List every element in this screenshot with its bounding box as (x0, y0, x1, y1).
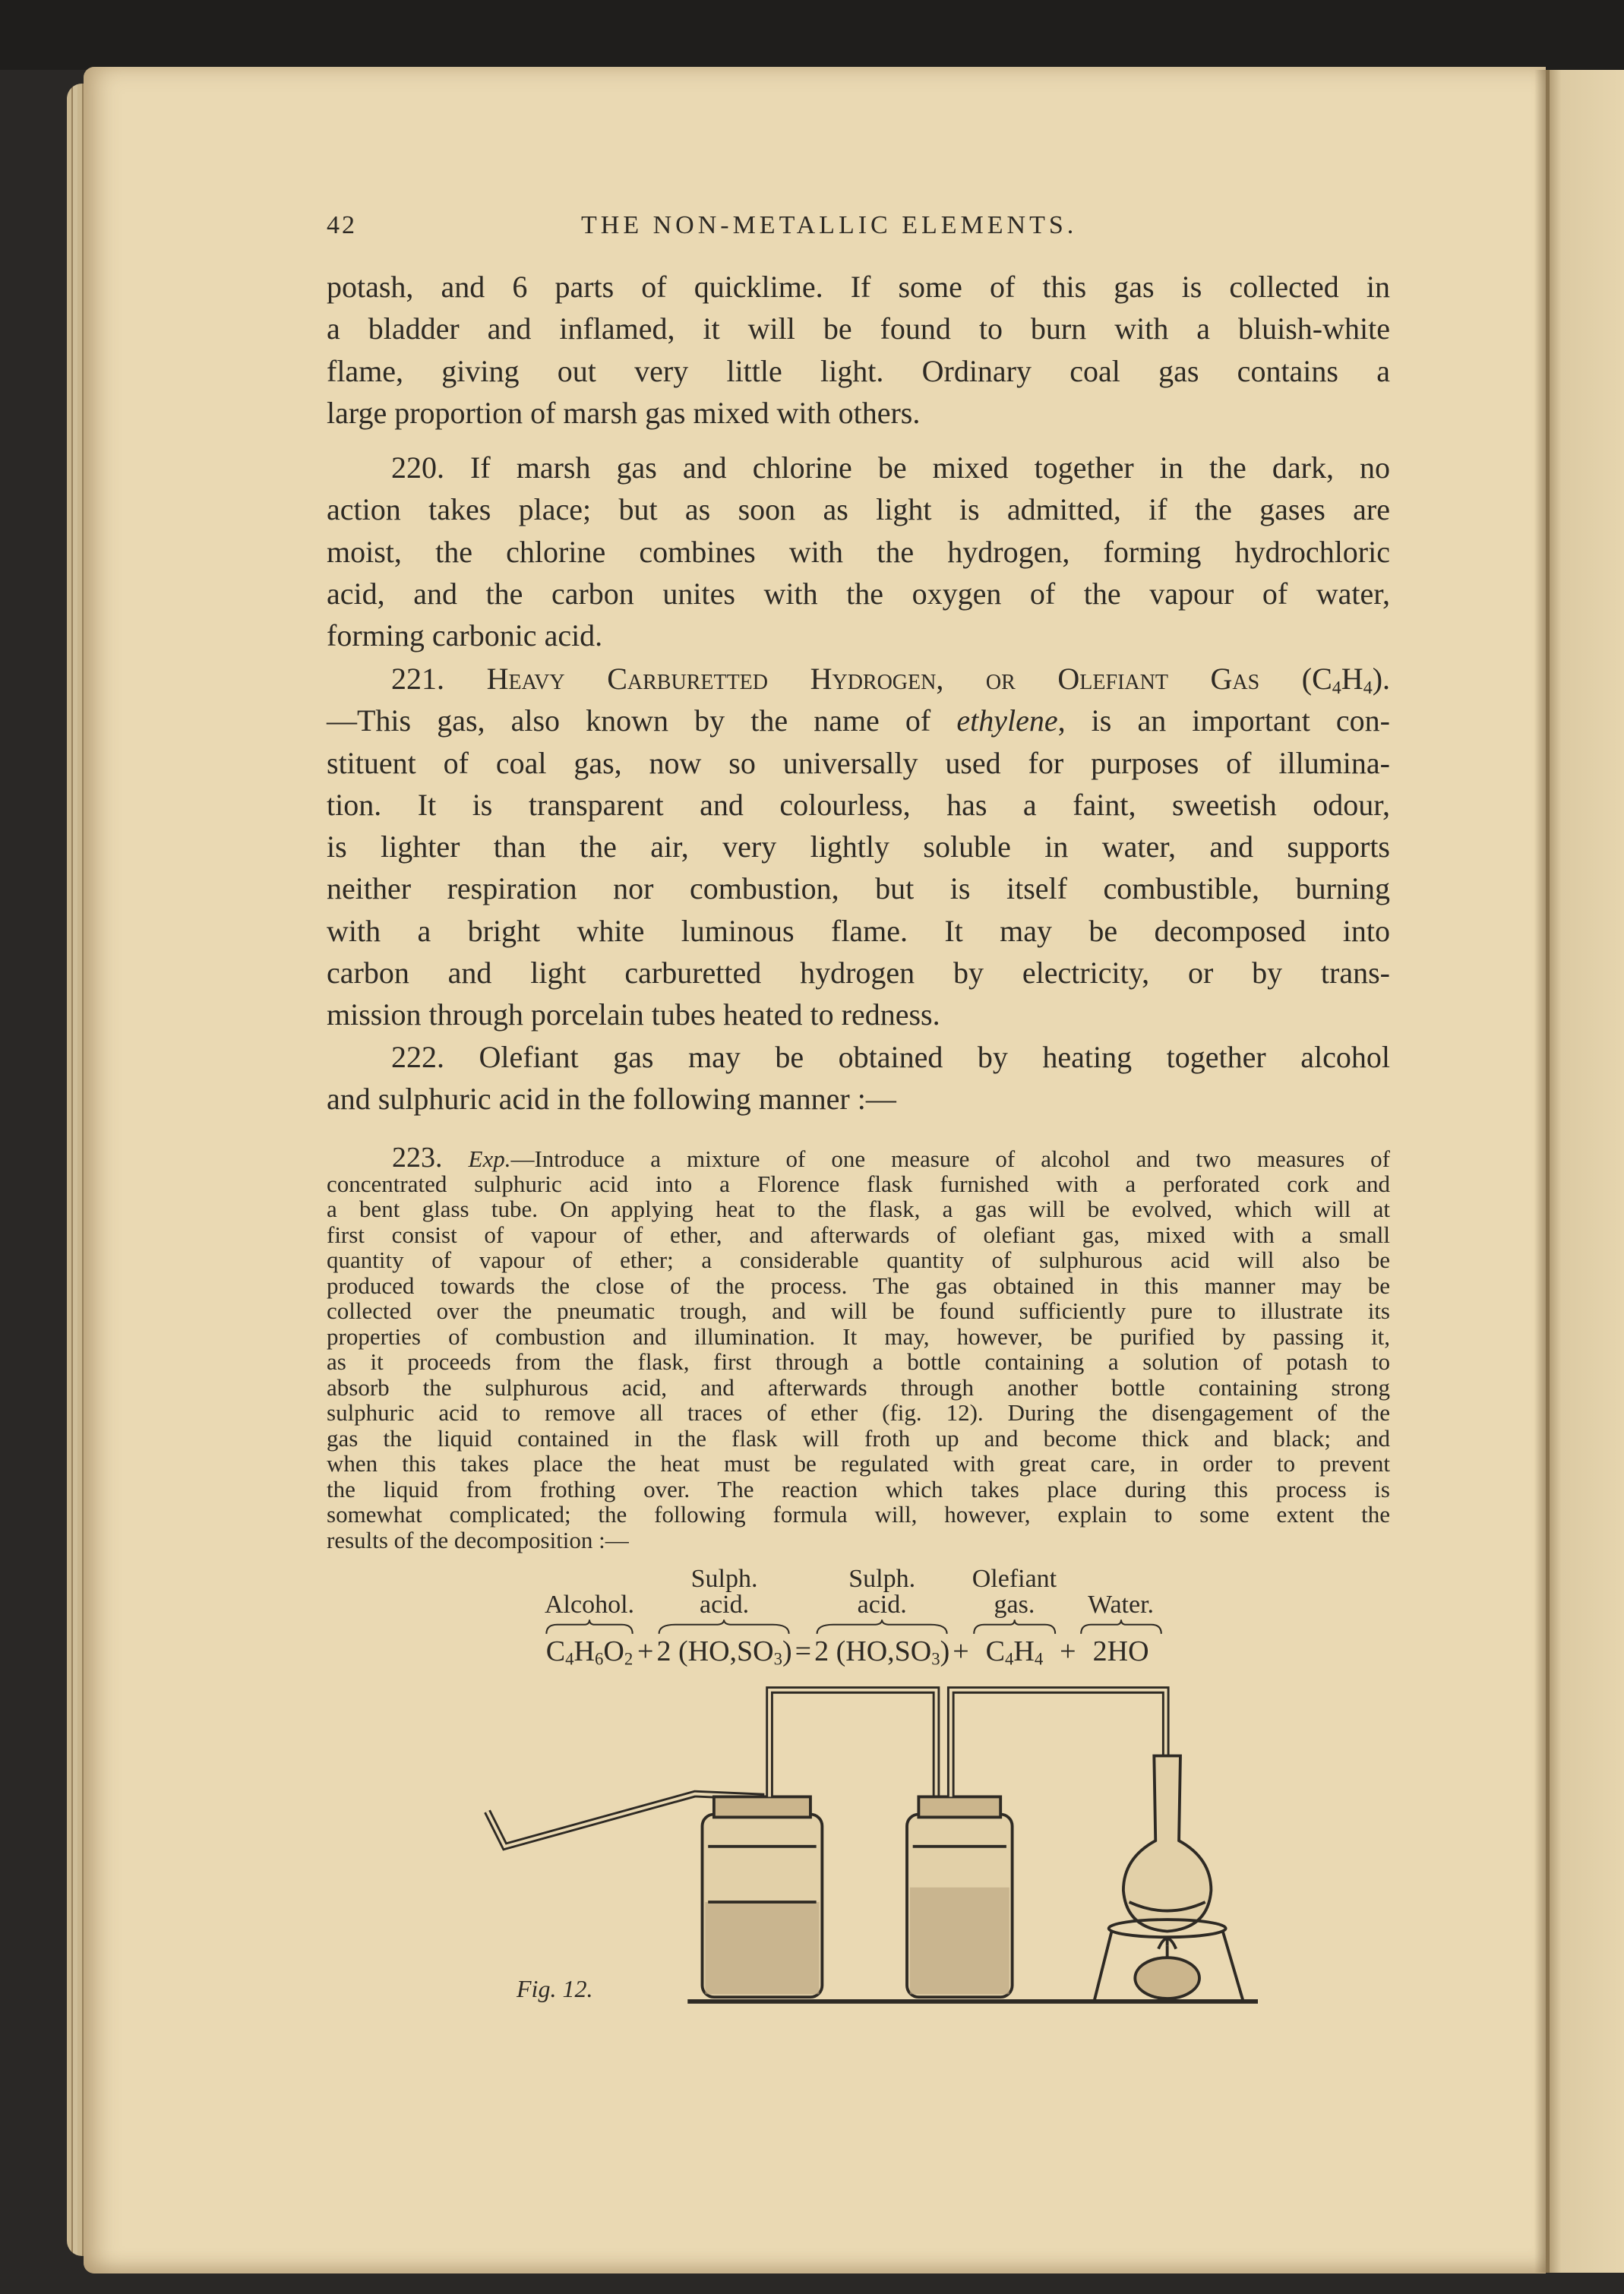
text-line: quantity of vapour of ether; a considerable quantity of sulphurous acid will also be (327, 1247, 1390, 1273)
term-label (586, 1566, 593, 1592)
brace-icon (1079, 1618, 1163, 1635)
text-line: action takes place; but as soon as light is admitted, if the gases are (327, 492, 1390, 527)
text-line: —This gas, also known by the name of ethylene, is an important con- (327, 703, 1390, 738)
paragraph-220 (327, 447, 1390, 656)
text-line: 223. Exp.—Introduce a mixture of one measure of alcohol and two measures of (392, 1142, 1391, 1174)
term-label (1117, 1566, 1124, 1592)
connecting-tube-2 (951, 1690, 1166, 1797)
wash-bottle-2 (907, 1796, 1013, 1997)
text-line: forming carbonic acid. (327, 618, 603, 653)
heading-formula: $(C_4H_4)$. (1301, 662, 1391, 698)
term-ethylene: ethylene (956, 703, 1058, 738)
paragraph-223-experiment (327, 1142, 1391, 1553)
text-line: properties of combustion and illumination. It may, however, be purified by passing it, (327, 1322, 1390, 1350)
section-heading: Heavy Carburetted Hydrogen, or Olefiant Gas (486, 662, 1260, 696)
text-line: with a bright white luminous flame. It may be decomposed into (327, 913, 1390, 948)
florence-flask (1123, 1756, 1212, 1932)
text-line: moist, the chlorine combines with the hydrogen, forming hydrochloric (327, 534, 1390, 569)
text-line: flame, giving out very little light. Ordinary coal gas contains a (327, 353, 1390, 388)
equation-term (656, 1566, 791, 1668)
text-line: concentrated sulphuric acid into a Florence flask furnished with a perforated cork and (327, 1170, 1390, 1197)
running-head: THE NON-METALLIC ELEMENTS. (581, 211, 1078, 239)
text-line: absorb the sulphurous acid, and afterwards through another bottle containing strong (327, 1373, 1390, 1401)
text-line: sulphuric acid to remove all traces of ether (fig. 12). During the disengagement of the (327, 1399, 1390, 1426)
text-line: large proportion of marsh gas mixed with others. (327, 395, 921, 430)
text-line: first consist of vapour of ether, and afterwards of olefiant gas, mixed with a small (327, 1221, 1390, 1248)
term-label: gas. (994, 1591, 1035, 1619)
paragraph-222 (327, 1036, 1390, 1120)
equation-term (972, 1566, 1057, 1668)
term-formula: $C_4H_4$ (985, 1635, 1044, 1669)
term-formula: 2HO (1092, 1635, 1149, 1667)
text-line: results of the decomposition :— (327, 1526, 629, 1553)
paragraph-continuation (327, 266, 1390, 434)
term-formula: 2 $(HO,SO_3)$ (656, 1635, 792, 1669)
book-cover-edge (0, 0, 1624, 70)
gutter-shadow (1534, 70, 1550, 2273)
term-label: Olefiant (972, 1565, 1057, 1593)
text-line: a bent glass tube. On applying heat to the flask, a gas will be evolved, which will at (327, 1196, 1390, 1222)
term-label: acid. (700, 1591, 750, 1619)
equation-operator: = (795, 1635, 812, 1667)
text-line: carbon and light carburetted hydrogen by electricity, or by trans- (327, 956, 1390, 991)
paragraph-221-body (327, 742, 1390, 1036)
section-number: 223. (392, 1142, 443, 1174)
text-line: 222. Olefiant gas may be obtained by heating together alcohol (391, 1040, 1390, 1074)
exp-label: Exp. (468, 1145, 511, 1172)
next-page-edge (1546, 70, 1624, 2273)
chemical-equation (543, 1566, 1164, 1668)
text-line: and sulphuric acid in the following manner :— (327, 1082, 896, 1117)
text-line: potash, and 6 parts of quicklime. If some of this gas is collected in (327, 270, 1390, 304)
term-label: Alcohol. (545, 1591, 635, 1619)
equation-term (545, 1566, 634, 1668)
text-line: a bladder and inflamed, it will be found to burn with a bluish-white (327, 311, 1390, 346)
text-line: as it proceeds from the flask, first through a bottle containing a solution of potash to (327, 1348, 1390, 1375)
wash-bottle-1 (703, 1796, 823, 1997)
term-label: Sulph. (848, 1565, 916, 1593)
text-line: 220. If marsh gas and chlorine be mixed together in the dark, no (391, 450, 1390, 485)
text-line: collected over the pneumatic trough, and will be found sufficiently pure to illustrate its (327, 1297, 1390, 1324)
text-line: tion. It is transparent and colourless, has a faint, sweetish odour, (327, 787, 1390, 822)
term-formula: 2 $(HO,SO_3)$ (814, 1635, 950, 1669)
text-line: neither respiration nor combustion, but is itself combustible, burning (327, 871, 1390, 906)
spirit-lamp (1135, 1939, 1199, 1999)
brace-icon (814, 1618, 949, 1635)
page-number: 42 (327, 211, 357, 239)
apparatus-illustration (439, 1668, 1258, 2019)
text-line: the liquid from frothing over. The reaction which takes place during this process is (327, 1475, 1390, 1502)
equation-term (814, 1566, 949, 1668)
term-label: Sulph. (690, 1565, 758, 1593)
equation-operator: + (637, 1635, 654, 1667)
section-number: 221. (391, 662, 444, 696)
paragraph-223-body (327, 1171, 1390, 1553)
text-line: mission through porcelain tubes heated to redness. (327, 997, 940, 1032)
text-line: stituent of coal gas, now so universally used for purposes of illumina- (327, 745, 1390, 780)
term-formula: $C_4H_6O_2$ (545, 1635, 633, 1669)
equation-term (1079, 1566, 1163, 1668)
equation-operator: + (953, 1635, 969, 1667)
text-line: when this takes place the heat must be regulated with great care, in order to prevent (327, 1450, 1390, 1477)
term-label: Water. (1088, 1591, 1155, 1619)
section-heading-221 (327, 658, 1390, 700)
brace-icon (545, 1618, 634, 1635)
paragraph-221 (327, 658, 1390, 1036)
figure-caption: Fig. 12. (517, 1975, 593, 2002)
text-line: somewhat complicated; the following formula will, however, explain to some extent the (327, 1501, 1390, 1528)
term-label: acid. (857, 1591, 907, 1619)
text-line: acid, and the carbon unites with the oxygen of the vapour of water, (327, 576, 1390, 611)
brace-icon (656, 1618, 791, 1635)
text-line: is lighter than the air, very lightly soluble in water, and supports (327, 829, 1390, 864)
brace-icon (972, 1618, 1057, 1635)
text-line: gas the liquid contained in the flask will froth up and become thick and black; and (327, 1424, 1390, 1452)
text-line: produced towards the close of the process. The gas obtained in this manner may be (327, 1272, 1390, 1299)
equation-operator: + (1060, 1635, 1076, 1667)
